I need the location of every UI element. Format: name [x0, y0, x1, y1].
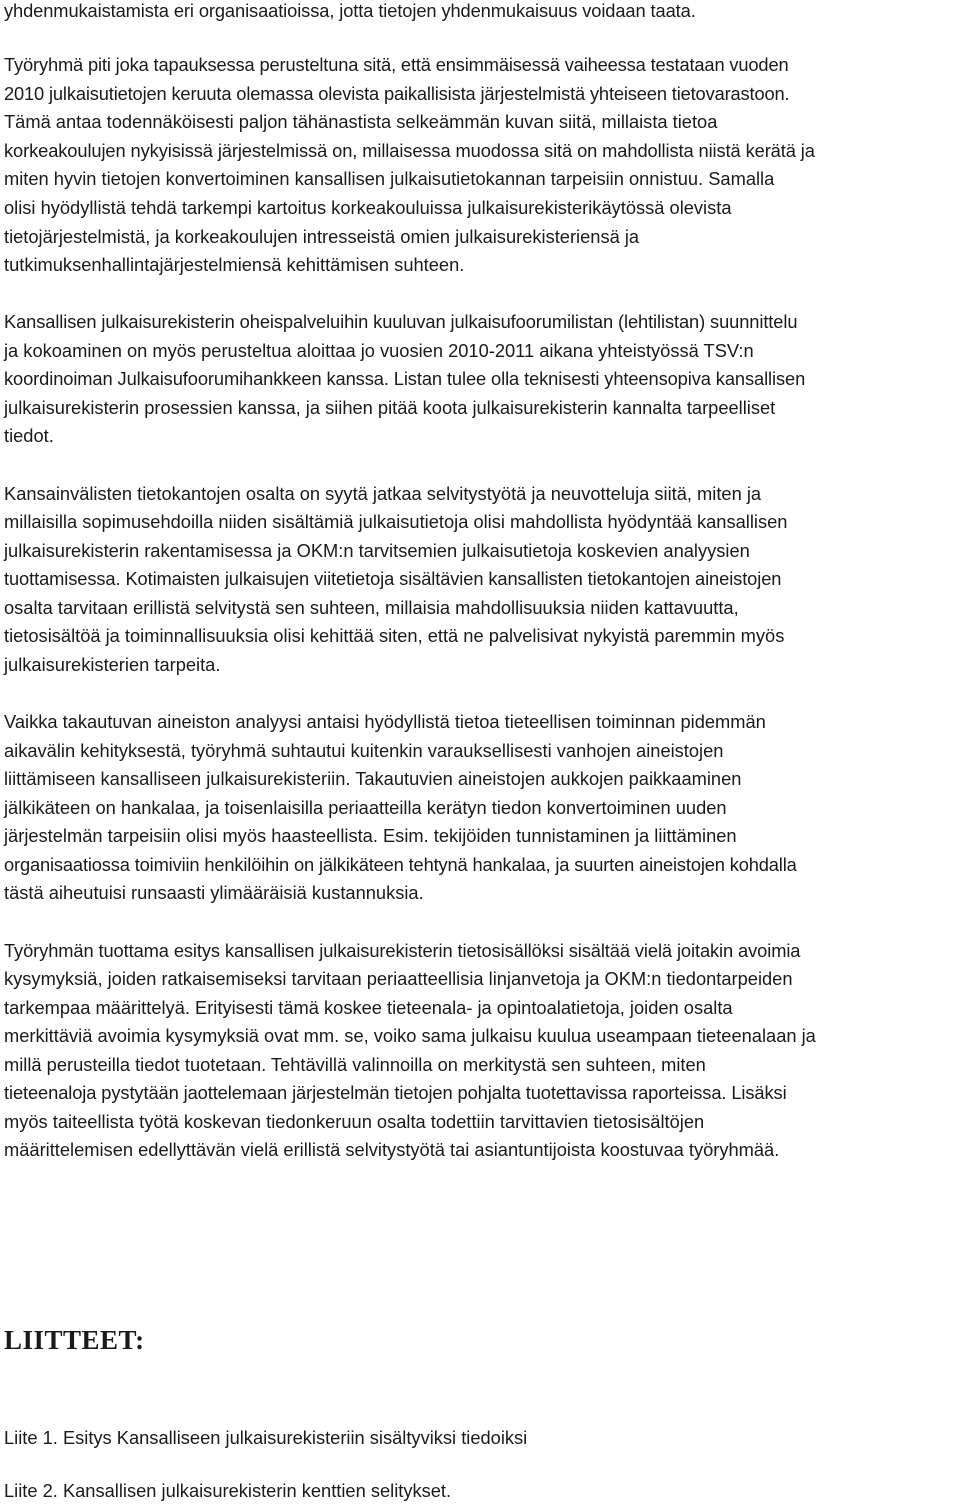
paragraph-line: tutkimuksenhallintajärjestelmiensä kehittämisen suhteen. — [4, 254, 465, 275]
paragraph-line: julkaisurekisterin rakentamisessa ja OKM:n tarvitsemien julkaisutietoja koskevien analyysien — [4, 540, 750, 561]
paragraph-line: aikavälin kehityksestä, työryhmä suhtautui kuitenkin varauksellisesti vanhojen aineistojen — [4, 740, 724, 761]
paragraph-line: tietosisältöä ja toiminnallisuuksia olisi kehittää siten, että ne palvelisivat nykyistä paremmin myös — [4, 625, 785, 646]
intro-tail-line: yhdenmukaistamista eri organisaatioissa, jotta tietojen yhdenmukaisuus voidaan taata. — [4, 0, 696, 21]
paragraph-line: miten hyvin tietojen konvertoiminen kansallisen julkaisutietokannan tarpeisiin onnistuu. Samalla — [4, 168, 775, 189]
paragraph-line: Työryhmä piti joka tapauksessa perusteltuna sitä, että ensimmäisessä vaiheessa testataan vuoden — [4, 54, 789, 75]
paragraph-line: Vaikka takautuvan aineiston analyysi antaisi hyödyllistä tietoa tieteellisen toiminnan pidemmän — [4, 711, 766, 732]
paragraph-line: järjestelmän tarpeisiin olisi myös haasteellista. Esim. tekijöiden tunnistaminen ja liittäminen — [4, 825, 737, 846]
paragraph-line: ja kokoaminen on myös perusteltua aloittaa jo vuosien 2010-2011 aikana yhteistyössä TSV:n — [4, 340, 754, 361]
paragraph-line: liittämiseen kansalliseen julkaisurekisteriin. Takautuvien aineistojen aukkojen paikkaaminen — [4, 768, 742, 789]
paragraph-line: tieteenaloja pystytään jaottelemaan järjestelmän tietojen pohjalta tuotettavissa raporteissa. Lisäksi — [4, 1082, 787, 1103]
paragraph-line: Kansallisen julkaisurekisterin oheispalveluihin kuuluvan julkaisufoorumilistan (lehtilistan) suunnittelu — [4, 311, 798, 332]
paragraph-line: jälkikäteen on hankalaa, ja toisenlaisilla periaatteilla kerätyn tiedon konvertoiminen uuden — [4, 797, 727, 818]
attachments-heading: LIITTEET: — [4, 1325, 145, 1355]
paragraph-line: Työryhmän tuottama esitys kansallisen julkaisurekisterin tietosisällöksi sisältää vielä joitakin avoimia — [4, 940, 801, 961]
paragraph-line: millaisilla sopimusehdoilla niiden sisältämiä julkaisutietoja olisi mahdollista hyödyntää kansallisen — [4, 511, 788, 532]
paragraph-line: korkeakoulujen nykyisissä järjestelmissä on, millaisessa muodossa sitä on mahdollista niistä kerätä ja — [4, 140, 815, 161]
attachment-item-1: Liite 1. Esitys Kansalliseen julkaisurekisteriin sisältyviksi tiedoiksi — [4, 1427, 528, 1448]
paragraph-line: julkaisurekisterin prosessien kanssa, ja siihen pitää koota julkaisurekisterin kannalta tarpeelliset — [4, 397, 776, 418]
paragraph-line: tiedot. — [4, 425, 54, 446]
paragraph-line: tuottamisessa. Kotimaisten julkaisujen viitetietoja sisältävien kansallisten tietokantojen aineistojen — [4, 568, 782, 589]
paragraph-line: myös taiteellista työtä koskevan tiedonkeruun osalta todettiin tarvittavien tietosisältöjen — [4, 1111, 705, 1132]
paragraph-line: tietojärjestelmistä, ja korkeakoulujen intresseistä omien julkaisurekisteriensä ja — [4, 226, 640, 247]
paragraph-line: määrittelemisen edellyttävän vielä erillistä selvitystyötä tai asiantuntijoista koostuvaa työryhmää. — [4, 1139, 780, 1160]
paragraph-line: julkaisurekisterien tarpeita. — [4, 654, 221, 675]
paragraph-line: Kansainvälisten tietokantojen osalta on syytä jatkaa selvitystyötä ja neuvotteluja siitä, miten ja — [4, 483, 762, 504]
paragraph-line: 2010 julkaisutietojen keruuta olemassa olevista paikallisista järjestelmistä yhteiseen tietovarastoon. — [4, 83, 790, 104]
paragraph-line: Tämä antaa todennäköisesti paljon tähänastista selkeämmän kuvan siitä, millaista tietoa — [4, 111, 718, 132]
paragraph-line: koordinoiman Julkaisufoorumihankkeen kanssa. Listan tulee olla teknisesti yhteensopiva kansallisen — [4, 368, 806, 389]
paragraph-line: millä perusteilla tiedot tuotetaan. Tehtävillä valinnoilla on merkitystä sen suhteen, miten — [4, 1054, 706, 1075]
paragraph-line: osalta tarvitaan erillistä selvitystä sen suhteen, millaisia mahdollisuuksia niiden kattavuutta, — [4, 597, 739, 618]
paragraph-line: kysymyksiä, joiden ratkaisemiseksi tarvitaan periaatteellisia linjanvetoja ja OKM:n tiedontarpeiden — [4, 968, 793, 989]
paragraph-line: olisi hyödyllistä tehdä tarkempi kartoitus korkeakouluissa julkaisurekisterikäytössä olevista — [4, 197, 732, 218]
paragraph-line: tästä aiheutuisi runsaasti ylimääräisiä kustannuksia. — [4, 882, 424, 903]
paragraph-line: organisaatiossa toimiviin henkilöihin on jälkikäteen tehtynä hankalaa, ja suurten aineistojen kohdalla — [4, 854, 797, 875]
paragraph-line: merkittäviä avoimia kysymyksiä ovat mm. se, voiko sama julkaisu kuulua useampaan tieteenalaan ja — [4, 1025, 816, 1046]
attachment-item-2: Liite 2. Kansallisen julkaisurekisterin kenttien selitykset. — [4, 1480, 452, 1501]
paragraph-line: tarkempaa määrittelyä. Erityisesti tämä koskee tieteenala- ja opintoalatietoja, joiden osalta — [4, 997, 733, 1018]
